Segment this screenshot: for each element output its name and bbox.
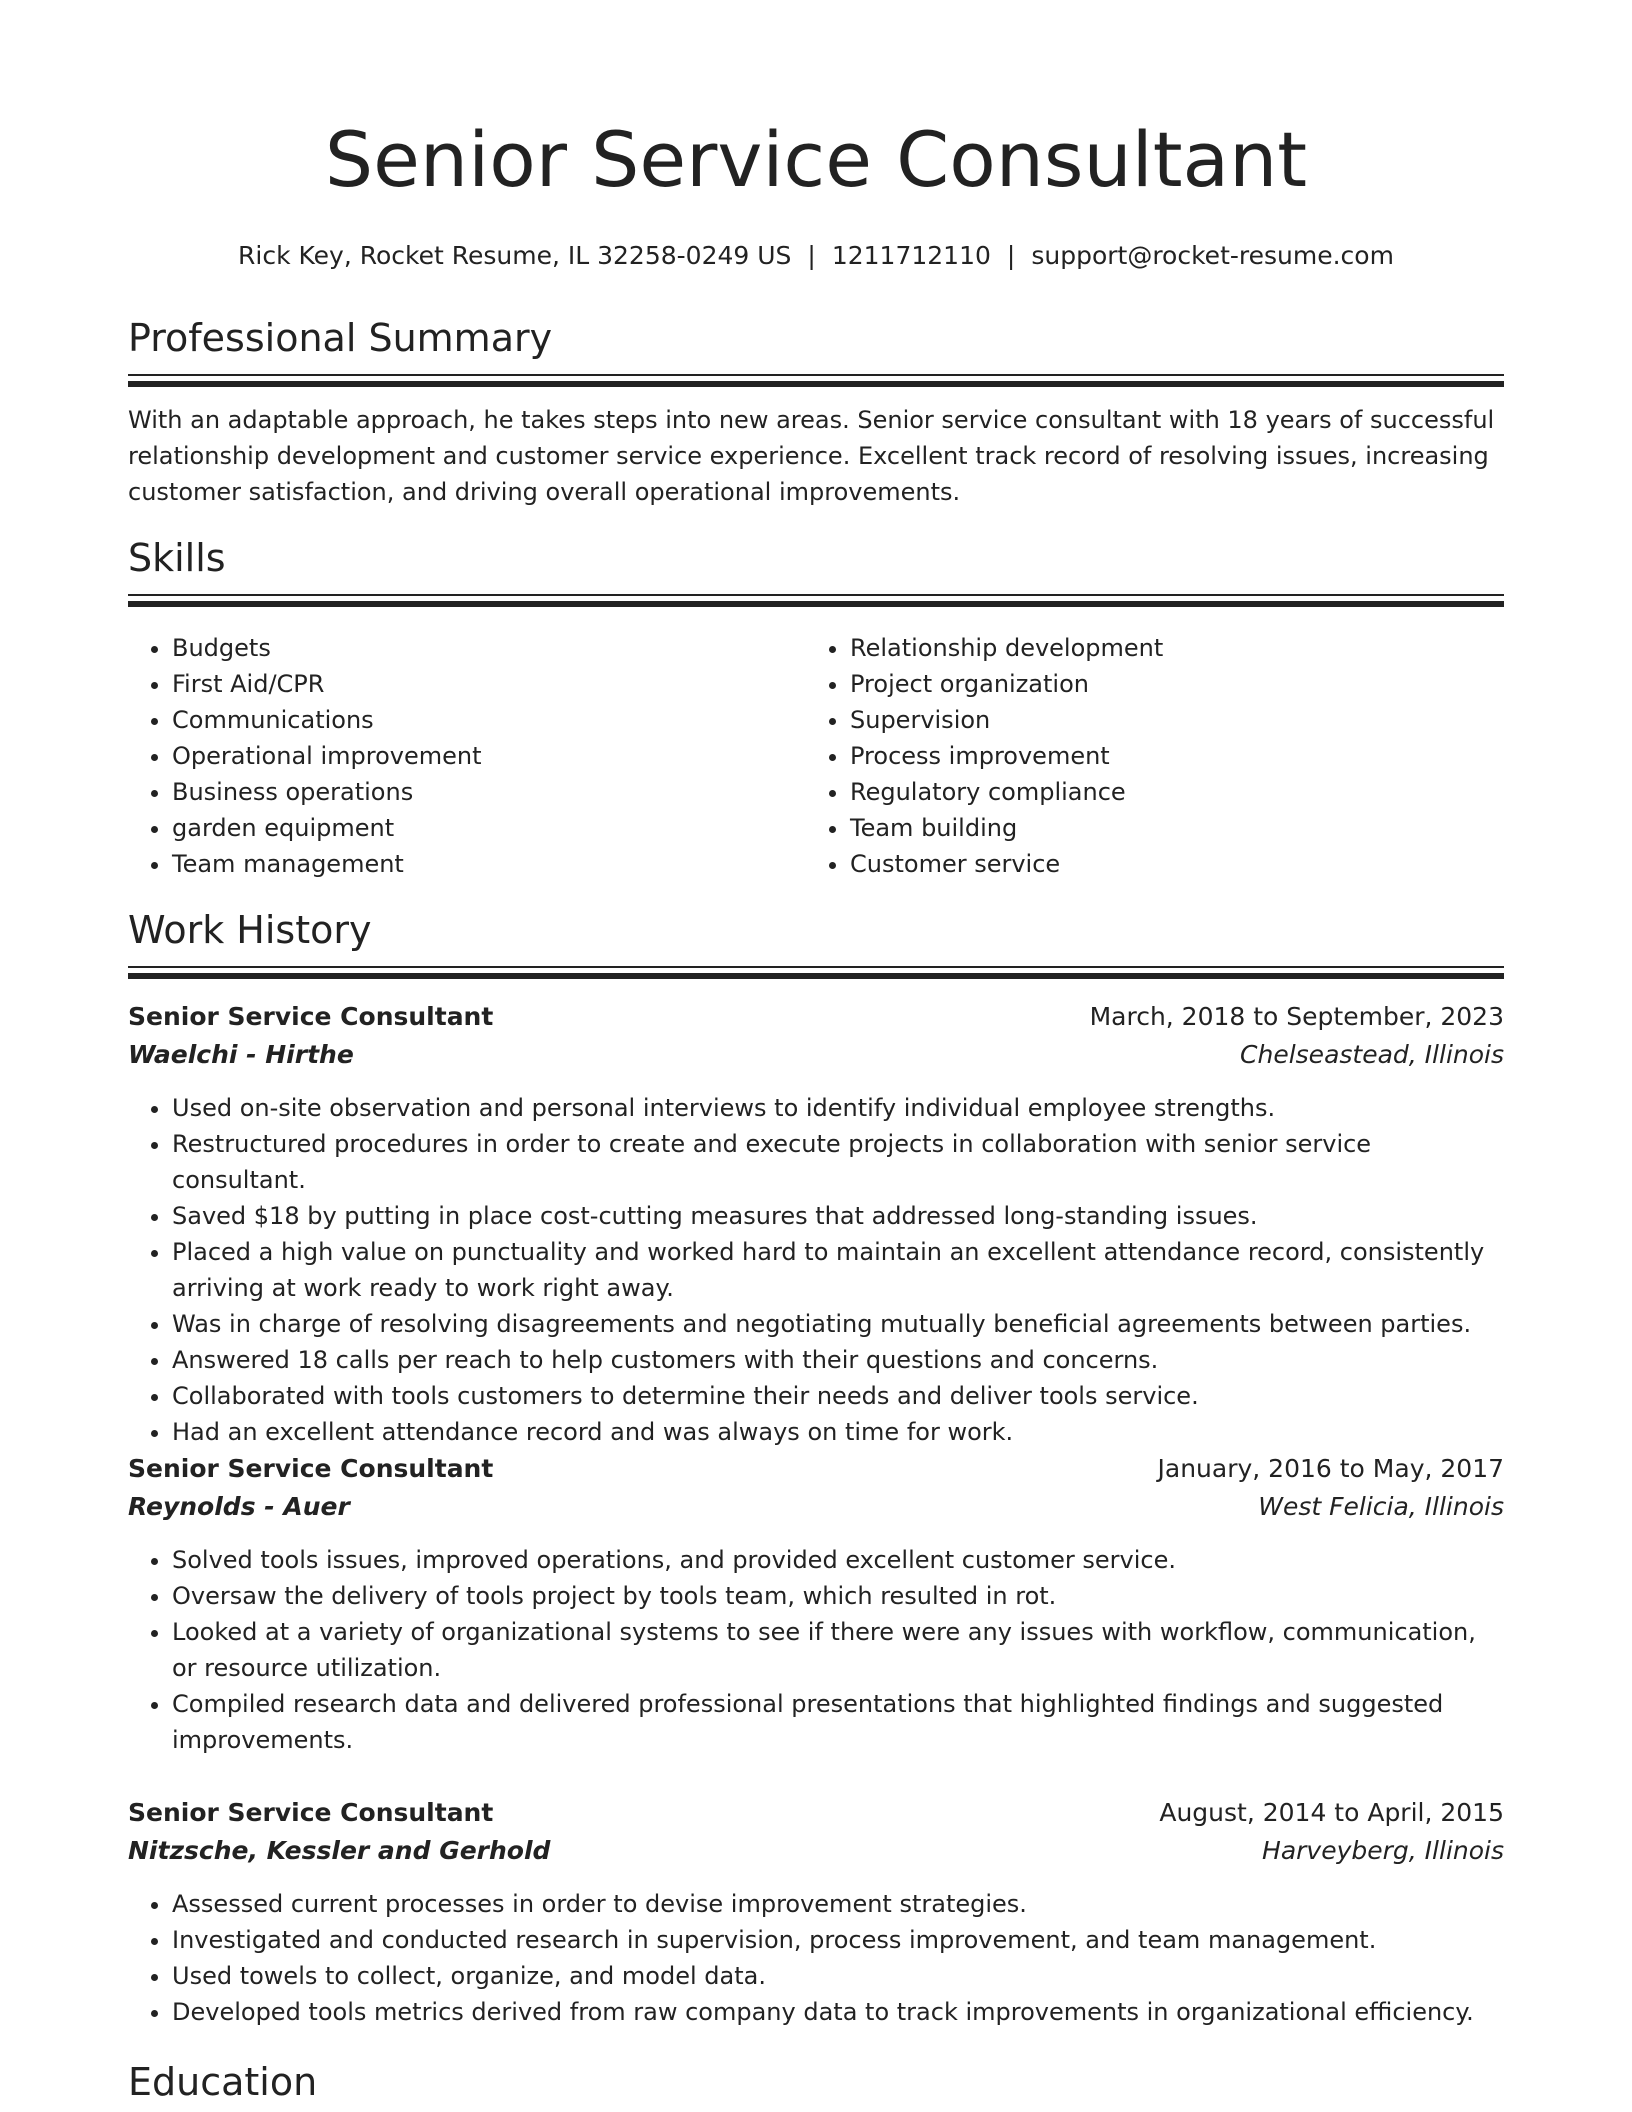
skill-item: • Regulatory compliance [850, 774, 1466, 810]
job-bullet: • Answered 18 calls per reach to help customers with their questions and concerns. [172, 1342, 1504, 1378]
job-bullet: • Developed tools metrics derived from raw company data to track improvements in organizational efficiency. [172, 1994, 1504, 2030]
job-bullet: • Had an excellent attendance record and was always on time for work. [172, 1414, 1504, 1450]
job-bullet: • Used towels to collect, organize, and model data. [172, 1958, 1504, 1994]
contact-separator: | [807, 241, 816, 270]
skill-item: • Operational improvement [172, 738, 788, 774]
skill-item: • garden equipment [172, 810, 788, 846]
job-bullet: • Saved $18 by putting in place cost-cutting measures that addressed long-standing issues. [172, 1198, 1504, 1234]
job-title: Senior Service Consultant [128, 1002, 494, 1031]
job-bullet: • Looked at a variety of organizational systems to see if there were any issues with workflow, communication, or resource utilization. [172, 1614, 1504, 1686]
job-location: Harveyberg, Illinois [1262, 1836, 1504, 1865]
job-bullet: • Assessed current processes in order to devise improvement strategies. [172, 1886, 1504, 1922]
contact-phone: 1211712110 [831, 241, 991, 270]
skill-item: • Customer service [850, 846, 1466, 882]
job-title: Senior Service Consultant [128, 1454, 494, 1483]
job-bullet: • Oversaw the delivery of tools project by tools team, which resulted in rot. [172, 1578, 1504, 1614]
skills-list-left [128, 630, 788, 882]
work-heading: Work History [128, 908, 372, 952]
job-dates: August, 2014 to April, 2015 [1159, 1798, 1504, 1827]
job-entry [128, 1794, 1504, 2030]
work-divider [128, 966, 1504, 980]
skill-item: • Budgets [172, 630, 788, 666]
job-company: Nitzsche, Kessler and Gerhold [128, 1836, 551, 1865]
job-location: Chelseastead, Illinois [1240, 1040, 1504, 1069]
job-entry [128, 998, 1504, 1450]
job-dates: January, 2016 to May, 2017 [1157, 1454, 1504, 1483]
job-company: Reynolds - Auer [128, 1492, 350, 1521]
skill-item: • Team building [850, 810, 1466, 846]
summary-heading: Professional Summary [128, 316, 553, 360]
contact-separator: | [1006, 241, 1016, 270]
job-bullet: • Collaborated with tools customers to determine their needs and deliver tools service. [172, 1378, 1504, 1414]
job-bullets [128, 1542, 1504, 1758]
skill-item: • Team management [172, 846, 788, 882]
job-bullets [128, 1886, 1504, 2030]
skills-heading: Skills [128, 536, 226, 580]
contact-email: support@rocket-resume.com [1031, 241, 1394, 270]
contact-line [128, 240, 1504, 272]
job-bullet: • Restructured procedures in order to create and execute projects in collaboration with senior service consultant. [172, 1126, 1504, 1198]
job-bullet: • Used on-site observation and personal interviews to identify individual employee strengths. [172, 1090, 1504, 1126]
skill-item: • Relationship development [850, 630, 1466, 666]
job-bullet: • Was in charge of resolving disagreements and negotiating mutually beneficial agreements between parties. [172, 1306, 1504, 1342]
education-heading: Education [128, 2060, 318, 2104]
summary-divider [128, 374, 1504, 388]
resume-title: Senior Service Consultant [324, 115, 1308, 204]
skill-item: • Business operations [172, 774, 788, 810]
job-title: Senior Service Consultant [128, 1798, 494, 1827]
job-bullet: • Investigated and conducted research in supervision, process improvement, and team management. [172, 1922, 1504, 1958]
skill-item: • Communications [172, 702, 788, 738]
summary-text: With an adaptable approach, he takes steps into new areas. Senior service consultant with 18 years of successful relationship development and customer service experience. Excellent track record of resolving issues, increasing customer satisfaction, and driving overall operational improvements. [128, 406, 1495, 506]
job-bullet: • Compiled research data and delivered professional presentations that highlighted findings and suggested improvements. [172, 1686, 1504, 1758]
job-entry [128, 1450, 1504, 1758]
skill-item: • Project organization [850, 666, 1466, 702]
job-location: West Felicia, Illinois [1258, 1492, 1504, 1521]
job-bullets [128, 1090, 1504, 1450]
skill-item: • First Aid/CPR [172, 666, 788, 702]
skill-item: • Process improvement [850, 738, 1466, 774]
job-dates: March, 2018 to September, 2023 [1089, 1002, 1504, 1031]
job-company: Waelchi - Hirthe [128, 1040, 354, 1069]
job-bullet: • Placed a high value on punctuality and worked hard to maintain an excellent attendance record, consistently arriving at work ready to work right away. [172, 1234, 1504, 1306]
skills-list-right [806, 630, 1466, 882]
contact-address: Rick Key, Rocket Resume, IL 32258-0249 US [238, 241, 792, 270]
skill-item: • Supervision [850, 702, 1466, 738]
skills-divider [128, 594, 1504, 608]
job-bullet: • Solved tools issues, improved operations, and provided excellent customer service. [172, 1542, 1504, 1578]
